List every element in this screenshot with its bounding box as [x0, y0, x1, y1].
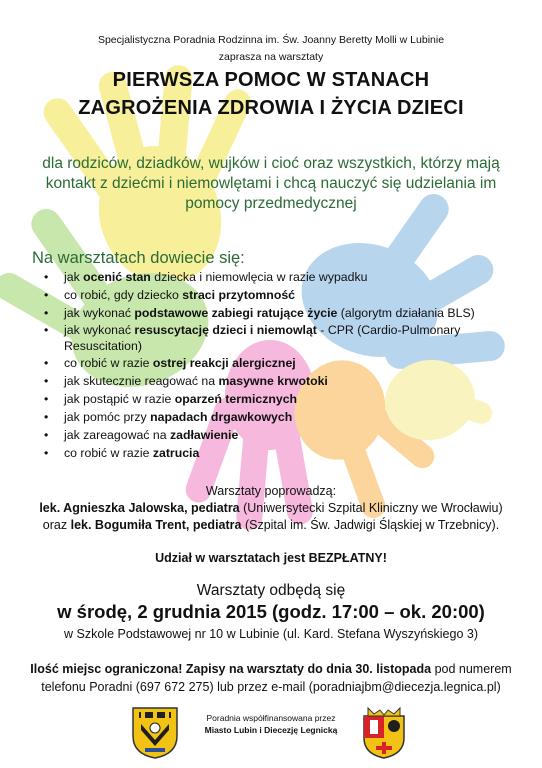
topic-text: jak postąpić w razie [64, 392, 175, 406]
topics-heading: Na warsztatach dowiecie się: [32, 249, 245, 267]
list-item [32, 304, 512, 322]
topic-highlight: podstawowe zabiegi ratujące życie [134, 306, 338, 320]
topic-text: jak [64, 270, 84, 284]
topic-text: jak pomóc przy [64, 410, 151, 424]
bullet: • [44, 323, 49, 337]
topic-highlight: ocenić stan [83, 270, 151, 284]
topic-highlight: ostrej reakcji alergicznej [152, 356, 296, 370]
lubin-coat-of-arms-icon [131, 706, 179, 760]
topic-text: co robić w razie [64, 446, 153, 460]
leader-1 [0, 501, 542, 515]
bullet: • [44, 446, 49, 460]
leaders-heading: Warsztaty poprowadzą: [205, 484, 337, 498]
funding-line-2: Miasto Lubin i Diecezję Legnicką [204, 725, 338, 735]
funding-line-1: Poradnia współfinansowana przez [206, 713, 336, 723]
event-heading: Warsztaty odbędą się [196, 582, 346, 599]
list-item [32, 372, 512, 390]
topic-highlight: straci przytomność [182, 288, 296, 302]
leader-2-name: lek. Bogumiła Trent, pediatra [70, 518, 242, 532]
list-item [32, 268, 512, 286]
bullet: • [44, 428, 49, 442]
topic-highlight: resuscytację dzieci i niemowląt [134, 323, 317, 337]
topic-highlight: napadach drgawkowych [150, 410, 293, 424]
free-participation-note: Udział w warsztatach jest BEZPŁATNY! [155, 551, 387, 565]
list-item [32, 390, 512, 408]
list-item [32, 286, 512, 304]
topic-text: co robić w razie [64, 356, 153, 370]
bullet: • [44, 288, 49, 302]
topic-text: jak wykonać [64, 323, 135, 337]
title-line-1: PIERWSZA POMOC W STANACH [112, 69, 430, 91]
title-line-2: ZAGROŻENIA ZDROWIA I ŻYCIA DZIECI [78, 97, 464, 119]
registration-bold: Ilość miejsc ograniczona! Zapisy na warsztaty do dnia 30. listopada [30, 662, 432, 676]
registration-line-1 [0, 662, 542, 676]
event-location: w Szkole Podstawowej nr 10 w Lubinie (ul. Kard. Stefana Wyszyńskiego 3) [64, 627, 478, 641]
bullet: • [44, 392, 49, 406]
leader-2 [0, 518, 542, 532]
topic-text: - CPR (Cardio-Pulmonary Resuscitation) [64, 323, 461, 353]
target-audience-text: dla rodziców, dziadków, wujków i cioć oraz wszystkich, którzy mają kontakt z dziećmi i niemowlętami i chcą nauczyć się udzielania im pomocy przedmedycznej [42, 155, 500, 212]
bullet: • [44, 374, 49, 388]
leader-1-place: (Uniwersytecki Szpital Kliniczny we Wrocławiu) [239, 501, 503, 515]
leader-2-prefix: oraz [42, 518, 71, 532]
topic-highlight: masywne krwotoki [218, 374, 328, 388]
diocese-coat-of-arms-icon [360, 706, 408, 760]
bullet: • [44, 356, 49, 370]
list-item [32, 444, 512, 462]
bullet: • [44, 270, 49, 284]
registration-line-2: telefonu Poradni (697 672 275) lub przez e-mail (poradniajbm@diecezja.legnica.pl) [41, 680, 501, 694]
topic-text: jak skutecznie reagować na [64, 374, 219, 388]
organizer-name: Specjalistyczna Poradnia Rodzinna im. Św. Joanny Beretty Molli w Lubinie [97, 34, 445, 46]
invitation-text: zaprasza na warsztaty [218, 51, 324, 63]
list-item [32, 354, 512, 372]
topic-text: co robić, gdy dziecko [64, 288, 183, 302]
event-date-time: w środę, 2 grudnia 2015 (godz. 17:00 – ok. 20:00) [57, 601, 485, 622]
topic-text: jak zareagować na [64, 428, 170, 442]
list-item [32, 322, 512, 354]
bullet: • [44, 306, 49, 320]
leader-2-place: (Szpital im. Św. Jadwigi Śląskiej w Trzebnicy). [241, 518, 500, 532]
topic-text: jak wykonać [64, 306, 135, 320]
topic-highlight: zadławienie [169, 428, 239, 442]
topic-highlight: oparzeń termicznych [174, 392, 298, 406]
topic-text: dziecka i niemowlęcia w razie wypadku [150, 270, 368, 284]
topic-highlight: zatrucia [152, 446, 200, 460]
topics-list [32, 268, 512, 462]
bullet: • [44, 410, 49, 424]
list-item [32, 426, 512, 444]
registration-rest: pod numerem [431, 662, 512, 676]
list-item [32, 408, 512, 426]
topic-text: (algorytm działania BLS) [337, 306, 475, 320]
leader-1-name: lek. Agnieszka Jalowska, pediatra [39, 501, 240, 515]
